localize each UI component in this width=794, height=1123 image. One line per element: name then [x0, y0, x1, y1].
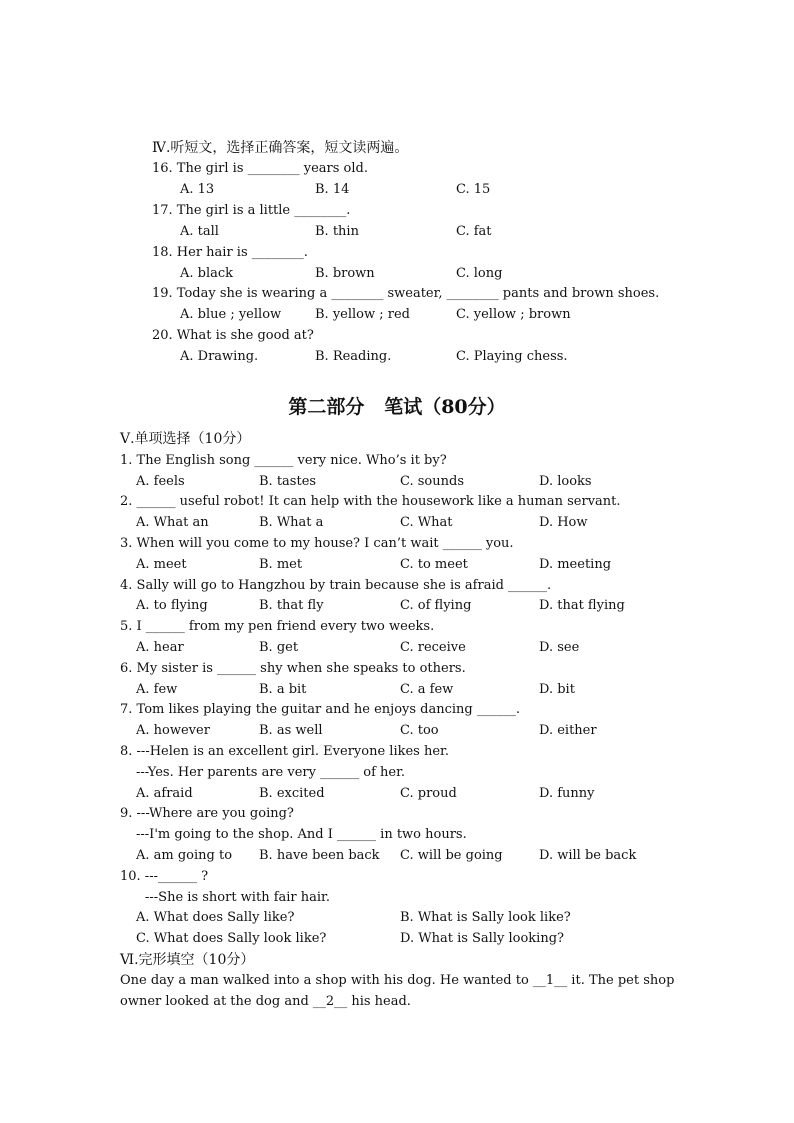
- question-9-option-a: A. am going to: [136, 848, 233, 863]
- question-16-option-c: C. 15: [456, 182, 491, 197]
- question-8-option-a: A. afraid: [136, 786, 193, 801]
- question-1-option-a: A. feels: [136, 474, 185, 489]
- question-3-option-c: C. to meet: [400, 557, 468, 572]
- question-4-option-a: A. to flying: [136, 598, 208, 613]
- question-18-stem: 18. Her hair is ________.: [152, 245, 308, 260]
- part4-heading: Ⅳ.听短文，选择正确答案，短文读两遍。: [152, 140, 409, 156]
- question-4-option-b: B. that fly: [259, 598, 324, 613]
- question-1-option-c: C. sounds: [400, 474, 464, 489]
- question-2-option-c: C. What: [400, 515, 453, 530]
- question-19-stem: 19. Today she is wearing a ________ sweater, ________ pants and brown shoes.: [152, 286, 660, 301]
- question-1-option-d: D. looks: [539, 474, 592, 489]
- part6-heading: Ⅵ.完形填空（10分）: [120, 952, 255, 968]
- question-18-option-a: A. black: [180, 266, 234, 281]
- question-9-option-c: C. will be going: [400, 848, 503, 863]
- question-20-option-b: B. Reading.: [315, 349, 392, 364]
- question-8-option-c: C. proud: [400, 786, 457, 801]
- question-10-stem-line-1: 10. ---______ ?: [120, 869, 209, 884]
- question-17-option-c: C. fat: [456, 224, 492, 239]
- question-6-option-a: A. few: [136, 682, 178, 697]
- question-4-stem: 4. Sally will go to Hangzhou by train because she is afraid ______.: [120, 578, 552, 593]
- question-16-option-a: A. 13: [180, 182, 215, 197]
- question-8-stem-line-1: 8. ---Helen is an excellent girl. Everyone likes her.: [120, 744, 449, 759]
- question-10-option-a: A. What does Sally like?: [136, 910, 295, 925]
- question-10-option-b: B. What is Sally look like?: [400, 910, 571, 925]
- question-17-option-a: A. tall: [180, 224, 219, 239]
- question-10-stem-line-2: ---She is short with fair hair.: [145, 890, 330, 905]
- question-17-option-b: B. thin: [315, 224, 359, 239]
- question-2-option-b: B. What a: [259, 515, 324, 530]
- question-7-option-c: C. too: [400, 723, 439, 738]
- question-3-stem: 3. When will you come to my house? I can’t wait ______ you.: [120, 536, 514, 551]
- question-8-option-d: D. funny: [539, 786, 595, 801]
- question-5-option-d: D. see: [539, 640, 580, 655]
- question-6-stem: 6. My sister is ______ shy when she speaks to others.: [120, 661, 466, 676]
- question-18-option-c: C. long: [456, 266, 503, 281]
- question-9-option-d: D. will be back: [539, 848, 637, 863]
- question-20-stem: 20. What is she good at?: [152, 328, 314, 343]
- question-6-option-c: C. a few: [400, 682, 454, 697]
- part2-title: 第二部分 笔试（80分）: [288, 396, 506, 418]
- question-6-option-d: D. bit: [539, 682, 575, 697]
- question-1-option-b: B. tastes: [259, 474, 317, 489]
- question-3-option-b: B. met: [259, 557, 303, 572]
- question-5-option-c: C. receive: [400, 640, 466, 655]
- question-5-stem: 5. I ______ from my pen friend every two weeks.: [120, 619, 435, 634]
- question-5-option-b: B. get: [259, 640, 299, 655]
- question-8-option-b: B. excited: [259, 786, 325, 801]
- question-3-option-d: D. meeting: [539, 557, 612, 572]
- question-20-option-c: C. Playing chess.: [456, 349, 568, 364]
- question-8-stem-line-2: ---Yes. Her parents are very ______ of her.: [136, 765, 405, 780]
- cloze-passage-line-1: One day a man walked into a shop with his dog. He wanted to __1__ it. The pet shop: [120, 973, 675, 988]
- question-7-stem: 7. Tom likes playing the guitar and he enjoys dancing ______.: [120, 702, 521, 717]
- question-2-option-a: A. What an: [136, 515, 209, 530]
- question-16-option-b: B. 14: [315, 182, 350, 197]
- question-9-stem-line-1: 9. ---Where are you going?: [120, 806, 294, 821]
- question-2-option-d: D. How: [539, 515, 588, 530]
- question-2-stem: 2. ______ useful robot! It can help with the housework like a human servant.: [120, 494, 621, 509]
- question-19-option-b: B. yellow ; red: [315, 307, 410, 322]
- cloze-passage-line-2: owner looked at the dog and __2__ his head.: [120, 994, 411, 1009]
- question-19-option-c: C. yellow ; brown: [456, 307, 571, 322]
- question-3-option-a: A. meet: [136, 557, 187, 572]
- question-10-option-d: D. What is Sally looking?: [400, 931, 564, 946]
- question-7-option-b: B. as well: [259, 723, 323, 738]
- question-7-option-d: D. either: [539, 723, 597, 738]
- question-16-stem: 16. The girl is ________ years old.: [152, 161, 368, 176]
- question-5-option-a: A. hear: [136, 640, 184, 655]
- question-10-option-c: C. What does Sally look like?: [136, 931, 327, 946]
- part5-heading: Ⅴ.单项选择（10分）: [120, 431, 251, 447]
- question-4-option-d: D. that flying: [539, 598, 625, 613]
- question-19-option-a: A. blue ; yellow: [180, 307, 282, 322]
- question-6-option-b: B. a bit: [259, 682, 307, 697]
- question-1-stem: 1. The English song ______ very nice. Who’s it by?: [120, 453, 447, 468]
- question-9-stem-line-2: ---I'm going to the shop. And I ______ in two hours.: [136, 827, 467, 842]
- question-20-option-a: A. Drawing.: [180, 349, 259, 364]
- question-7-option-a: A. however: [136, 723, 210, 738]
- question-4-option-c: C. of flying: [400, 598, 472, 613]
- question-17-stem: 17. The girl is a little ________.: [152, 203, 351, 218]
- question-18-option-b: B. brown: [315, 266, 375, 281]
- question-9-option-b: B. have been back: [259, 848, 380, 863]
